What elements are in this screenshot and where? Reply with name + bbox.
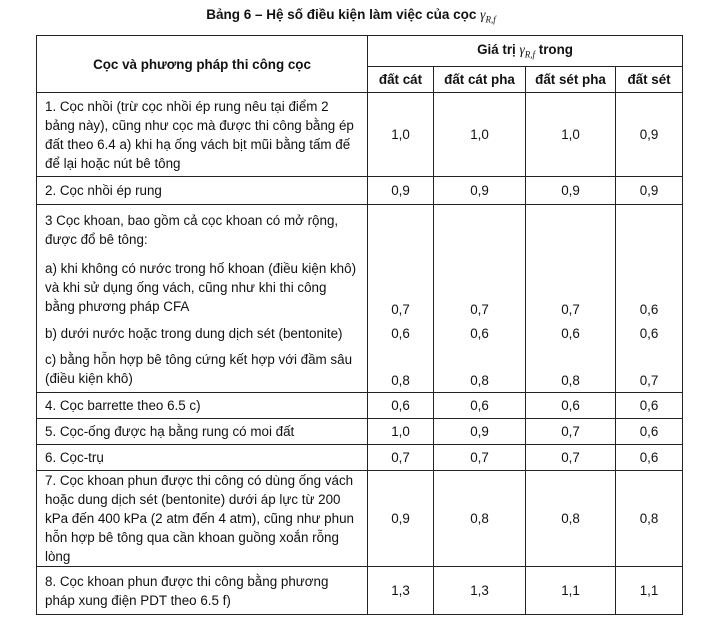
row-3c-value-clay: 0,7	[616, 347, 683, 393]
row-8-value-clay: 1,1	[616, 567, 683, 615]
row-3c-value-sand: 0,8	[368, 347, 434, 393]
table-row	[37, 347, 683, 393]
gamma-char: γ	[480, 7, 486, 22]
row-1-value-clay-loam: 1,0	[526, 93, 616, 177]
row-5-value-clay: 0,6	[616, 419, 683, 445]
header-soil-sandy-loam: đất cát pha	[434, 66, 526, 92]
row-1-value-sandy-loam: 1,0	[434, 93, 526, 177]
row-5-value-sand: 1,0	[368, 419, 434, 445]
table-row	[37, 445, 683, 471]
header-group-prefix: Giá trị	[477, 41, 516, 57]
row-3b-value-clay: 0,6	[616, 321, 683, 347]
table-title-text: Bảng 6 – Hệ số điều kiện làm việc của cọc	[206, 7, 477, 22]
row-8-description: 8. Cọc khoan phun được thi công bằng phương pháp xung điện PDT theo 6.5 f)	[37, 567, 368, 615]
row-3a-description: a) khi không có nước trong hố khoan (điều kiện khô) và khi sử dụng ống vách, cũng như khi thi công bằng phương pháp CFA	[45, 261, 357, 314]
row-7-value-clay: 0,8	[616, 471, 683, 567]
row-7-value-sand: 0,9	[368, 471, 434, 567]
row-8-value-sand: 1,3	[368, 567, 434, 615]
row-3a-value-clay: 0,6	[616, 205, 683, 321]
row-2-value-clay-loam: 0,9	[526, 177, 616, 205]
row-7-description: 7. Cọc khoan phun được thi công có dùng ống vách hoặc dung dịch sét (bentonite) dưới áp lực từ 200 kPa đến 400 kPa (2 atm đến 4 atm), cũng như phun hỗn hợp bê tông qua cần khoan guồng xoắn rỗng lòng	[37, 471, 368, 567]
gamma-symbol	[480, 7, 496, 25]
coefficient-table	[36, 35, 683, 615]
row-3c-description: c) bằng hỗn hợp bê tông cứng kết hợp với đầm sâu (điều kiện khô)	[37, 347, 368, 393]
row-3a-value-sandy-loam: 0,7	[434, 205, 526, 321]
row-8-value-clay-loam: 1,1	[526, 567, 616, 615]
header-gamma-symbol	[519, 41, 536, 60]
row-5-value-sandy-loam: 0,9	[434, 419, 526, 445]
row-4-value-sand: 0,6	[368, 393, 434, 419]
table-row	[37, 321, 683, 347]
row-6-value-sandy-loam: 0,7	[434, 445, 526, 471]
header-soil-clay: đất sét	[616, 66, 683, 92]
row-2-description: 2. Cọc nhồi ép rung	[37, 177, 368, 205]
row-1-description: 1. Cọc nhồi (trừ cọc nhồi ép rung nêu tại điểm 2 bảng này), cũng như cọc mà được thi công bằng ép đất theo 6.4 a) khi hạ ống vách bịt mũi bằng tấm đế để lại hoặc nút bê tông	[37, 93, 368, 177]
table-row	[37, 205, 683, 321]
row-3-intro: 3 Cọc khoan, bao gồm cả cọc khoan có mở rộng, được đổ bê tông:	[45, 213, 339, 247]
row-6-value-clay-loam: 0,7	[526, 445, 616, 471]
row-6-value-clay: 0,6	[616, 445, 683, 471]
table-row	[37, 177, 683, 205]
row-3c-value-sandy-loam: 0,8	[434, 347, 526, 393]
row-6-value-sand: 0,7	[368, 445, 434, 471]
header-soil-clay-loam: đất sét pha	[526, 66, 616, 92]
row-4-value-clay-loam: 0,6	[526, 393, 616, 419]
header-value-group	[368, 36, 683, 67]
row-2-value-sandy-loam: 0,9	[434, 177, 526, 205]
row-3b-value-clay-loam: 0,6	[526, 321, 616, 347]
header-group-suffix: trong	[538, 41, 573, 57]
table-title	[0, 6, 702, 29]
row-3a-value-sand: 0,7	[368, 205, 434, 321]
row-8-value-sandy-loam: 1,3	[434, 567, 526, 615]
row-5-value-clay-loam: 0,7	[526, 419, 616, 445]
row-3b-description: b) dưới nước hoặc trong dung dịch sét (bentonite)	[37, 321, 368, 347]
row-4-description: 4. Cọc barrette theo 6.5 c)	[37, 393, 368, 419]
row-1-value-clay: 0,9	[616, 93, 683, 177]
table-row	[37, 567, 683, 615]
table-row	[37, 393, 683, 419]
row-3c-value-clay-loam: 0,8	[526, 347, 616, 393]
row-3b-value-sand: 0,6	[368, 321, 434, 347]
row-2-value-sand: 0,9	[368, 177, 434, 205]
row-3-description	[37, 205, 368, 321]
header-soil-sand: đất cát	[368, 66, 434, 92]
row-4-value-sandy-loam: 0,6	[434, 393, 526, 419]
header-gamma-char: γ	[519, 41, 525, 57]
row-4-value-clay: 0,6	[616, 393, 683, 419]
table-row	[37, 93, 683, 177]
row-2-value-clay: 0,9	[616, 177, 683, 205]
header-row-1	[37, 36, 683, 67]
header-gamma-subscript: R,f	[524, 49, 536, 60]
row-3b-value-sandy-loam: 0,6	[434, 321, 526, 347]
row-1-value-sand: 1,0	[368, 93, 434, 177]
row-3a-value-clay-loam: 0,7	[526, 205, 616, 321]
row-5-description: 5. Cọc-ống được hạ bằng rung có moi đất	[37, 419, 368, 445]
row-7-value-clay-loam: 0,8	[526, 471, 616, 567]
table-row	[37, 419, 683, 445]
row-6-description: 6. Cọc-trụ	[37, 445, 368, 471]
header-pile-method: Cọc và phương pháp thi công cọc	[37, 36, 368, 93]
table-row	[37, 471, 683, 567]
row-7-value-sandy-loam: 0,8	[434, 471, 526, 567]
gamma-subscript: R,f	[485, 14, 496, 25]
